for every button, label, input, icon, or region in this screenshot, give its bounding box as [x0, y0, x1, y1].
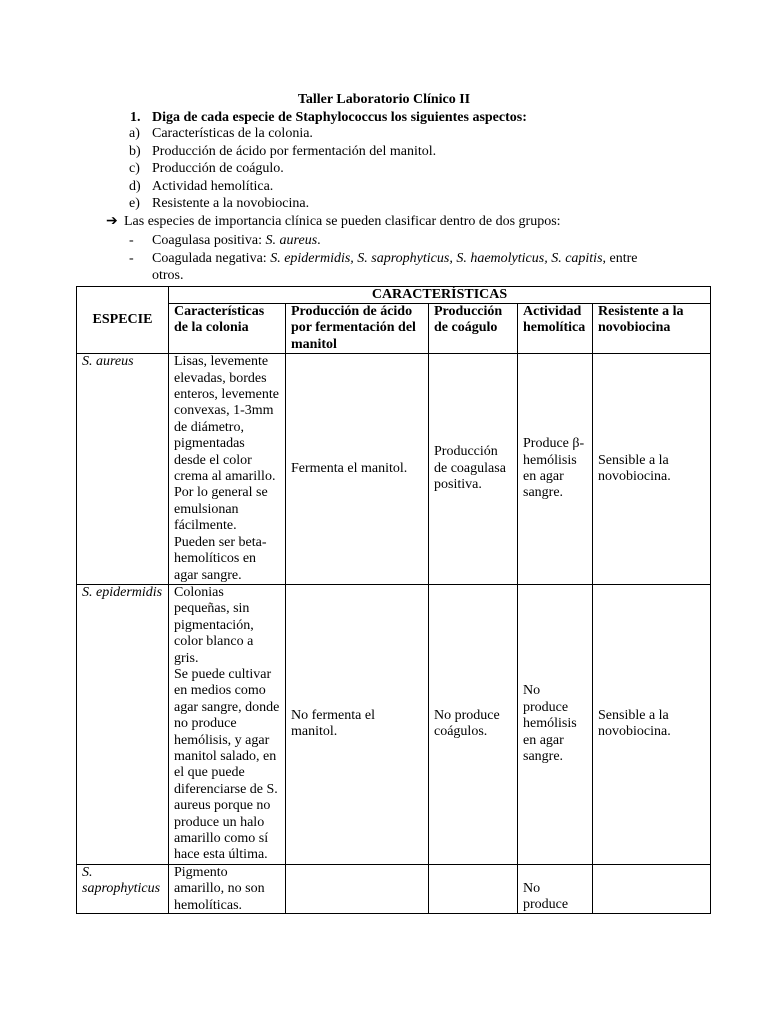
colonia-cell [169, 584, 286, 864]
colonia-text: Se puede cultivar en medios como agar sangre, donde no produce hemólisis, y agar manitol salado, en el que puede diferenciarse de S. aureus porque no produce un halo amarillo como sí hace esta última. [174, 666, 280, 863]
novobiocina-cell: Sensible a la novobiocina. [593, 354, 711, 585]
coagulo-cell [429, 864, 518, 913]
subitem: b) Producción de ácido por fermentación del manitol. [129, 143, 437, 159]
coagulo-cell: No produce coágulos. [429, 584, 518, 864]
coagulo-cell: Producción de coagulasa positiva. [429, 354, 518, 585]
subitem: d) Actividad hemolítica. [129, 178, 274, 194]
column-header: Actividad hemolítica [518, 304, 593, 354]
group-positive: - Coagulasa positiva: S. aureus. [129, 233, 321, 248]
table-header-row [77, 287, 711, 304]
subitem: e) Resistente a la novobiocina. [129, 196, 310, 212]
hemolitica-cell: No produce hemólisis en agar sangre. [518, 584, 593, 864]
species-cell: S. aureus [77, 354, 169, 585]
arrow-note-text: Las especies de importancia clínica se pueden clasificar dentro de dos grupos: [124, 214, 561, 229]
hemolitica-cell: Produce β-hemólisis en agar sangre. [518, 354, 593, 585]
subitem-list [129, 125, 436, 213]
manitol-cell: No fermenta el manitol. [286, 584, 429, 864]
column-header: Resistente a la novobiocina [593, 304, 711, 354]
dash-bullet: - [129, 233, 134, 248]
subitem: c) Producción de coágulo. [129, 161, 284, 177]
table-row [77, 354, 711, 585]
column-header: Producción de coágulo [429, 304, 518, 354]
manitol-cell: Fermenta el manitol. [286, 354, 429, 585]
dash-bullet: - [129, 250, 134, 266]
novobiocina-cell [593, 864, 711, 913]
caracteristicas-header: CARACTERÍSTICAS [169, 287, 711, 304]
table-row [77, 864, 711, 913]
arrow-note [106, 213, 561, 231]
hemolitica-cell: No produce [518, 864, 593, 913]
especie-header: ESPECIE [77, 287, 169, 354]
colonia-cell: Pigmento amarillo, no son hemolíticas. [169, 864, 286, 913]
group-negative: - Coagulada negativa: S. epidermidis, S. saprophyticus, S. haemolyticus, S. capitis, entre otros. [129, 250, 638, 283]
novobiocina-cell: Sensible a la novobiocina. [593, 584, 711, 864]
manitol-cell [286, 864, 429, 913]
question-number: 1. [130, 110, 141, 125]
document-title: Taller Laboratorio Clínico II [297, 92, 471, 107]
column-header: Características de la colonia [169, 304, 286, 354]
colonia-text: Colonias pequeñas, sin pigmentación, color blanco a gris. [174, 584, 254, 666]
group-list [129, 232, 649, 285]
subitem: a) Características de la colonia. [129, 126, 313, 141]
column-header: Producción de ácido por fermentación del manitol [286, 304, 429, 354]
species-cell: S. saprophyticus [77, 864, 169, 913]
table-row [77, 584, 711, 864]
table-column-header-row [77, 304, 711, 354]
characteristics-table [76, 286, 711, 914]
colonia-cell: Lisas, levemente elevadas, bordes enteros, levemente convexas, 1-3mm de diámetro, pigmentadas desde el color crema al amarillo. Por lo general se emulsionan fácilmente. Pueden ser beta-hemolíticos en agar sangre. [169, 354, 286, 585]
species-cell: S. epidermidis [77, 584, 169, 864]
question-text: Diga de cada especie de Staphylococcus los siguientes aspectos: [152, 110, 527, 125]
arrow-right-icon: ➔ [106, 214, 118, 229]
